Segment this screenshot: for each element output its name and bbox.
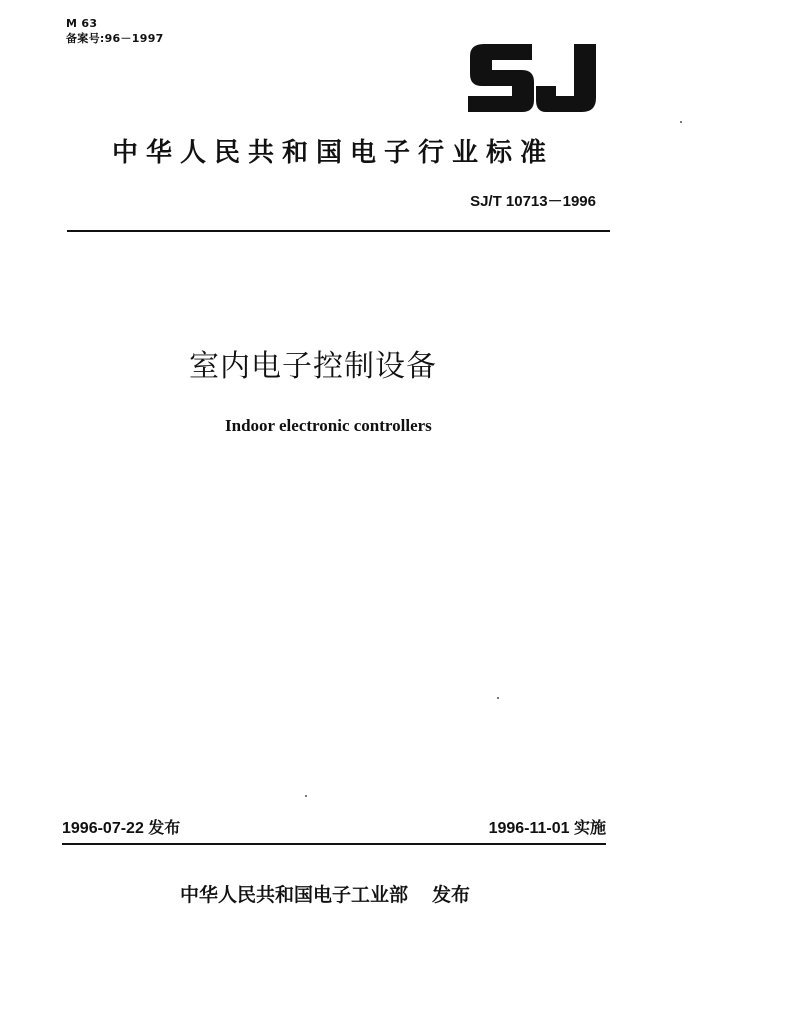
- issue-date: 1996-07-22 发布: [62, 820, 181, 837]
- implementation-date: 1996-11-01 实施: [488, 820, 606, 837]
- bottom-divider: [62, 843, 606, 845]
- publisher-action: 发布: [432, 884, 471, 906]
- logo-letter-j: [536, 44, 596, 112]
- publisher-line: [180, 880, 470, 907]
- scan-speck: [497, 697, 499, 699]
- document-title-chinese: 室内电子控制设备: [189, 349, 437, 384]
- filing-number: 备案号:96－1997: [66, 32, 164, 45]
- publisher-name: 中华人民共和国电子工业部: [180, 884, 409, 906]
- scan-speck: [305, 795, 307, 797]
- classification-code: M 63: [66, 17, 98, 30]
- classification-block: [66, 16, 164, 46]
- scan-speck: [680, 121, 682, 123]
- issuer-title: 中华人民共和国电子行业标准: [112, 138, 555, 168]
- logo-letter-s: [468, 44, 534, 112]
- standard-number: SJ/T 10713－1996: [470, 193, 596, 210]
- sj-logo: [462, 36, 612, 126]
- top-divider: [67, 230, 610, 232]
- document-title-english: Indoor electronic controllers: [225, 416, 432, 435]
